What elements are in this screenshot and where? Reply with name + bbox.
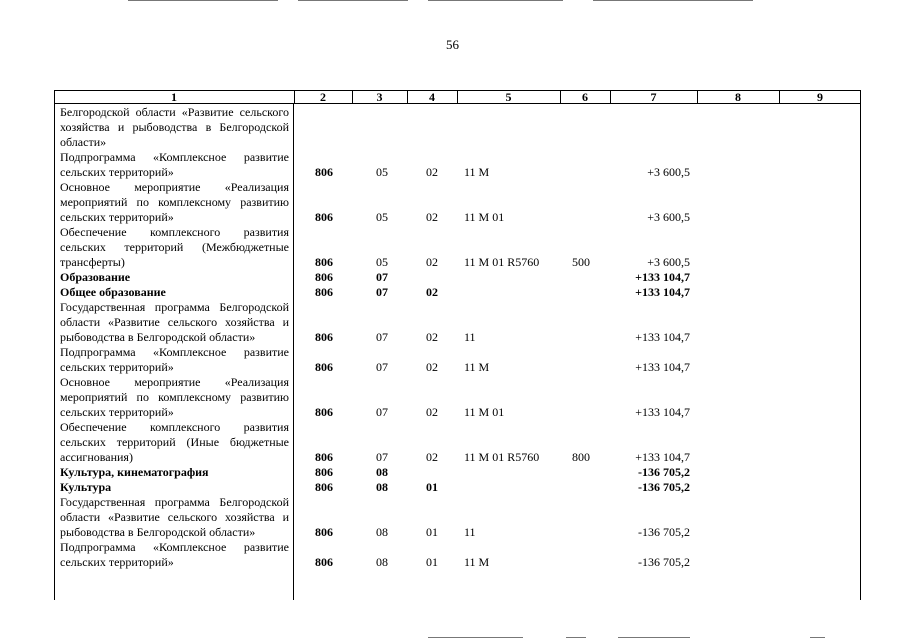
- header-col-1: 1: [171, 90, 177, 104]
- table-left-border: [54, 103, 55, 600]
- header-col-2: 2: [320, 90, 326, 104]
- table-row: [60, 465, 860, 480]
- row-name: Культура, кинематография: [60, 465, 209, 479]
- cell-target-article: 11 М: [464, 555, 490, 569]
- cell-section: 08: [376, 525, 388, 539]
- cell-subsection: 02: [426, 255, 438, 269]
- row-name: Обеспечение комплексного развития сельских территорий (Иные бюджетные ассигнования): [60, 420, 289, 464]
- row-name: Белгородской области «Развитие сельского хозяйства и рыбоводства в Белгородской области»: [60, 105, 289, 149]
- cell-ministry: 806: [315, 480, 333, 494]
- row-name: Подпрограмма «Комплексное развитие сельских территорий»: [60, 540, 289, 569]
- table-row: [60, 420, 860, 465]
- cell-subsection: 01: [426, 480, 438, 494]
- cell-ministry: 806: [315, 465, 333, 479]
- row-name: Подпрограмма «Комплексное развитие сельских территорий»: [60, 345, 289, 374]
- cell-section: 05: [376, 165, 388, 179]
- cell-amount: -136 705,2: [638, 465, 690, 479]
- cell-section: 07: [376, 405, 388, 419]
- cell-target-article: 11 М: [464, 360, 490, 374]
- cell-subsection: 02: [426, 405, 438, 419]
- row-name: Подпрограмма «Комплексное развитие сельских территорий»: [60, 150, 289, 179]
- header-col-4: 4: [429, 90, 435, 104]
- table-row: [60, 285, 860, 300]
- cell-target-article: 11: [464, 525, 476, 539]
- table-row: [60, 225, 860, 270]
- row-name: Обеспечение комплексного развития сельских территорий (Межбюджетные трансферты): [60, 225, 289, 269]
- cell-ministry: 806: [315, 360, 333, 374]
- table-body: [60, 105, 860, 570]
- cell-section: 07: [376, 330, 388, 344]
- cell-ministry: 806: [315, 210, 333, 224]
- table-header: [54, 90, 861, 104]
- cell-subsection: 02: [426, 210, 438, 224]
- cell-amount: +133 104,7: [635, 360, 690, 374]
- cell-target-article: 11 М 01: [464, 210, 505, 224]
- cell-subsection: 01: [426, 555, 438, 569]
- cell-subsection: 02: [426, 330, 438, 344]
- table-row: [60, 180, 860, 225]
- row-name: Основное мероприятие «Реализация мероприятий по комплексному развитию сельских территорий»: [60, 180, 289, 224]
- header-col-8: 8: [735, 90, 741, 104]
- cell-section: 07: [376, 270, 388, 284]
- cell-section: 05: [376, 210, 388, 224]
- cell-target-article: 11 М 01: [464, 405, 505, 419]
- cell-section: 07: [376, 360, 388, 374]
- cell-amount: +3 600,5: [647, 165, 690, 179]
- cell-amount: +133 104,7: [635, 270, 690, 284]
- row-name: Общее образование: [60, 285, 166, 299]
- cell-section: 05: [376, 255, 388, 269]
- cell-section: 07: [376, 285, 388, 299]
- page-number: 56: [446, 37, 459, 52]
- cell-ministry: 806: [315, 555, 333, 569]
- cell-ministry: 806: [315, 405, 333, 419]
- row-name: Государственная программа Белгородской области «Развитие сельского хозяйства и рыбоводства в Белгородской области»: [60, 495, 289, 539]
- row-name: Государственная программа Белгородской области «Развитие сельского хозяйства и рыбоводства в Белгородской области»: [60, 300, 289, 344]
- table-row: [60, 495, 860, 540]
- table-row: [60, 270, 860, 285]
- cell-subsection: 01: [426, 525, 438, 539]
- header-col-9: 9: [817, 90, 823, 104]
- scan-artifact-line: [428, 0, 563, 1]
- cell-ministry: 806: [315, 525, 333, 539]
- scan-artifact-line: [128, 0, 278, 1]
- cell-target-article: 11 М: [464, 165, 490, 179]
- row-name: Основное мероприятие «Реализация мероприятий по комплексному развитию сельских территорий»: [60, 375, 289, 419]
- table-row: [60, 345, 860, 375]
- cell-amount: +133 104,7: [635, 450, 690, 464]
- cell-expense-type: 500: [572, 255, 590, 269]
- cell-target-article: 11: [464, 330, 476, 344]
- scan-artifact-line: [593, 0, 753, 1]
- cell-section: 08: [376, 480, 388, 494]
- scan-artifact-line: [298, 0, 408, 1]
- cell-ministry: 806: [315, 330, 333, 344]
- table-right-border: [860, 103, 861, 600]
- row-name: Культура: [60, 480, 112, 494]
- scan-artifact-line: [810, 637, 825, 638]
- cell-section: 08: [376, 555, 388, 569]
- cell-ministry: 806: [315, 450, 333, 464]
- cell-target-article: 11 М 01 R5760: [464, 255, 540, 269]
- cell-section: 08: [376, 465, 388, 479]
- scan-artifact-line: [566, 637, 586, 638]
- cell-amount: +3 600,5: [647, 255, 690, 269]
- cell-amount: -136 705,2: [638, 555, 690, 569]
- scan-artifact-line: [618, 637, 690, 638]
- cell-amount: -136 705,2: [638, 480, 690, 494]
- table-row: [60, 480, 860, 495]
- table-row: [60, 300, 860, 345]
- cell-amount: +3 600,5: [647, 210, 690, 224]
- cell-amount: +133 104,7: [635, 330, 690, 344]
- cell-ministry: 806: [315, 255, 333, 269]
- cell-amount: +133 104,7: [635, 285, 690, 299]
- cell-subsection: 02: [426, 450, 438, 464]
- cell-expense-type: 800: [572, 450, 590, 464]
- cell-ministry: 806: [315, 270, 333, 284]
- cell-subsection: 02: [426, 360, 438, 374]
- cell-subsection: 02: [426, 165, 438, 179]
- header-col-3: 3: [376, 90, 383, 104]
- table-row: [60, 540, 860, 570]
- row-name: Образование: [60, 270, 131, 284]
- header-col-5: 5: [505, 90, 512, 104]
- header-col-6: 6: [582, 90, 588, 104]
- cell-subsection: 02: [426, 285, 438, 299]
- cell-amount: -136 705,2: [638, 525, 690, 539]
- scan-artifact-line: [428, 637, 523, 638]
- table-row: [60, 375, 860, 420]
- cell-target-article: 11 М 01 R5760: [464, 450, 540, 464]
- cell-section: 07: [376, 450, 388, 464]
- header-col-7: 7: [650, 90, 657, 104]
- table-row: [60, 105, 860, 150]
- cell-ministry: 806: [315, 165, 333, 179]
- cell-amount: +133 104,7: [635, 405, 690, 419]
- cell-ministry: 806: [315, 285, 333, 299]
- table-row: [60, 150, 860, 180]
